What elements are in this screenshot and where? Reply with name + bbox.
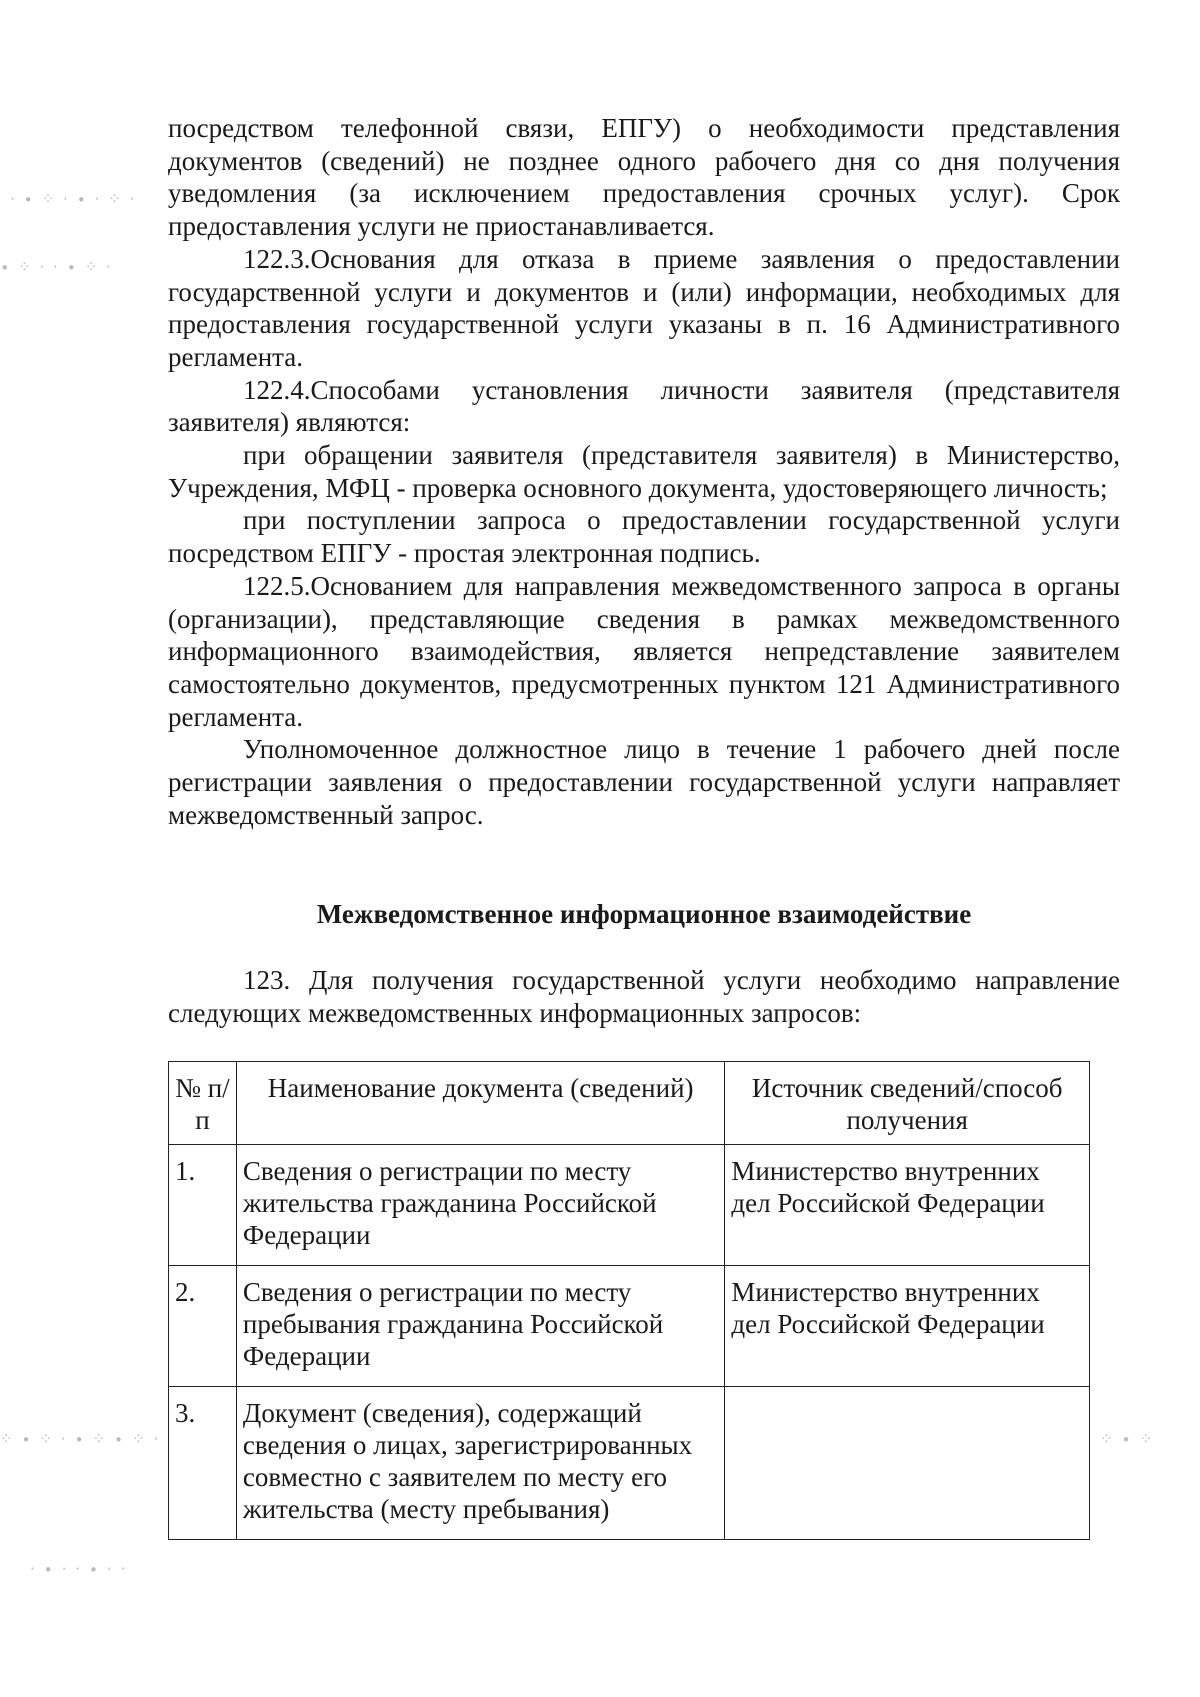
scan-noise: ⁘ ∙ ⁘	[1100, 1430, 1155, 1448]
paragraph-122-3: 122.3.Основания для отказа в приеме заявления о предоставлении государственной услуги и документов и (или) информации, необходимых для предоставления государственной услуги указаны в п. 16 Административного регламента.	[168, 243, 1120, 372]
cell-number: 1.	[169, 1145, 237, 1266]
requests-table	[168, 1061, 1090, 1540]
table-header-row	[169, 1062, 1090, 1145]
cell-number: 2.	[169, 1266, 237, 1387]
table-row	[169, 1387, 1090, 1540]
scan-noise: ∙ ⁘ · · ∙ ⁘ ·	[0, 258, 113, 276]
cell-document-name: Документ (сведения), содержащий сведения о лицах, зарегистрированных совместно с заявителем по месту его жительства (месту пребывания)	[236, 1387, 724, 1540]
cell-source	[725, 1387, 1090, 1540]
paragraph-continuation: посредством телефонной связи, ЕПГУ) о необходимости представления документов (сведений) не позднее одного рабочего дня со дня получения уведомления (за исключением предоставления срочных услуг). Срок предоставления услуги не приостанавливается.	[168, 113, 1120, 242]
header-source: Источник сведений/способ получения	[725, 1062, 1090, 1145]
header-document-name: Наименование документа (сведений)	[236, 1062, 724, 1145]
paragraph-123: 123. Для получения государственной услуги необходимо направление следующих межведомственных информационных запросов:	[168, 965, 1120, 1028]
table-row	[169, 1145, 1090, 1266]
cell-number: 3.	[169, 1387, 237, 1540]
scan-noise: · ∙ · · ∙ · ·	[30, 1560, 128, 1578]
body-text	[168, 112, 1120, 831]
paragraph-122-4: 122.4.Способами установления личности заявителя (представителя заявителя) являются:	[168, 374, 1120, 438]
paragraph-122-5: 122.5.Основанием для направления межведомственного запроса в органы (организации), представляющие сведения в рамках межведомственного информационного взаимодействия, является непредставление заявителем самостоятельно документов, предусмотренных пунктом 121 Административного регламента.	[168, 570, 1120, 732]
cell-document-name: Сведения о регистрации по месту жительства гражданина Российской Федерации	[236, 1145, 724, 1266]
cell-source: Министерство внутренних дел Российской Федерации	[725, 1266, 1090, 1387]
cell-source: Министерство внутренних дел Российской Федерации	[725, 1145, 1090, 1266]
section-heading: Межведомственное информационное взаимодействие	[316, 899, 972, 929]
paragraph-identity-epgu: при поступлении запроса о предоставлении государственной услуги посредством ЕПГУ - простая электронная подпись.	[168, 505, 1120, 569]
section-intro	[168, 964, 1120, 1029]
table-row	[169, 1266, 1090, 1387]
scan-noise: · ∙ ⁘ · ∙ · ⁘ ·	[10, 190, 137, 208]
scan-noise: ⁘ ∙ ⁘ · ∙ ⁘ ∙ ⁘ ·	[0, 1430, 161, 1448]
header-number: № п/п	[169, 1062, 237, 1145]
paragraph-authorized-official: Уполномоченное должностное лицо в течение 1 рабочего дней после регистрации заявления о предоставлении государственной услуги направляет межведомственный запрос.	[168, 734, 1120, 830]
paragraph-identity-in-person: при обращении заявителя (представителя заявителя) в Министерство, Учреждения, МФЦ - проверка основного документа, удостоверяющего личность;	[168, 440, 1120, 503]
cell-document-name: Сведения о регистрации по месту пребывания гражданина Российской Федерации	[236, 1266, 724, 1387]
